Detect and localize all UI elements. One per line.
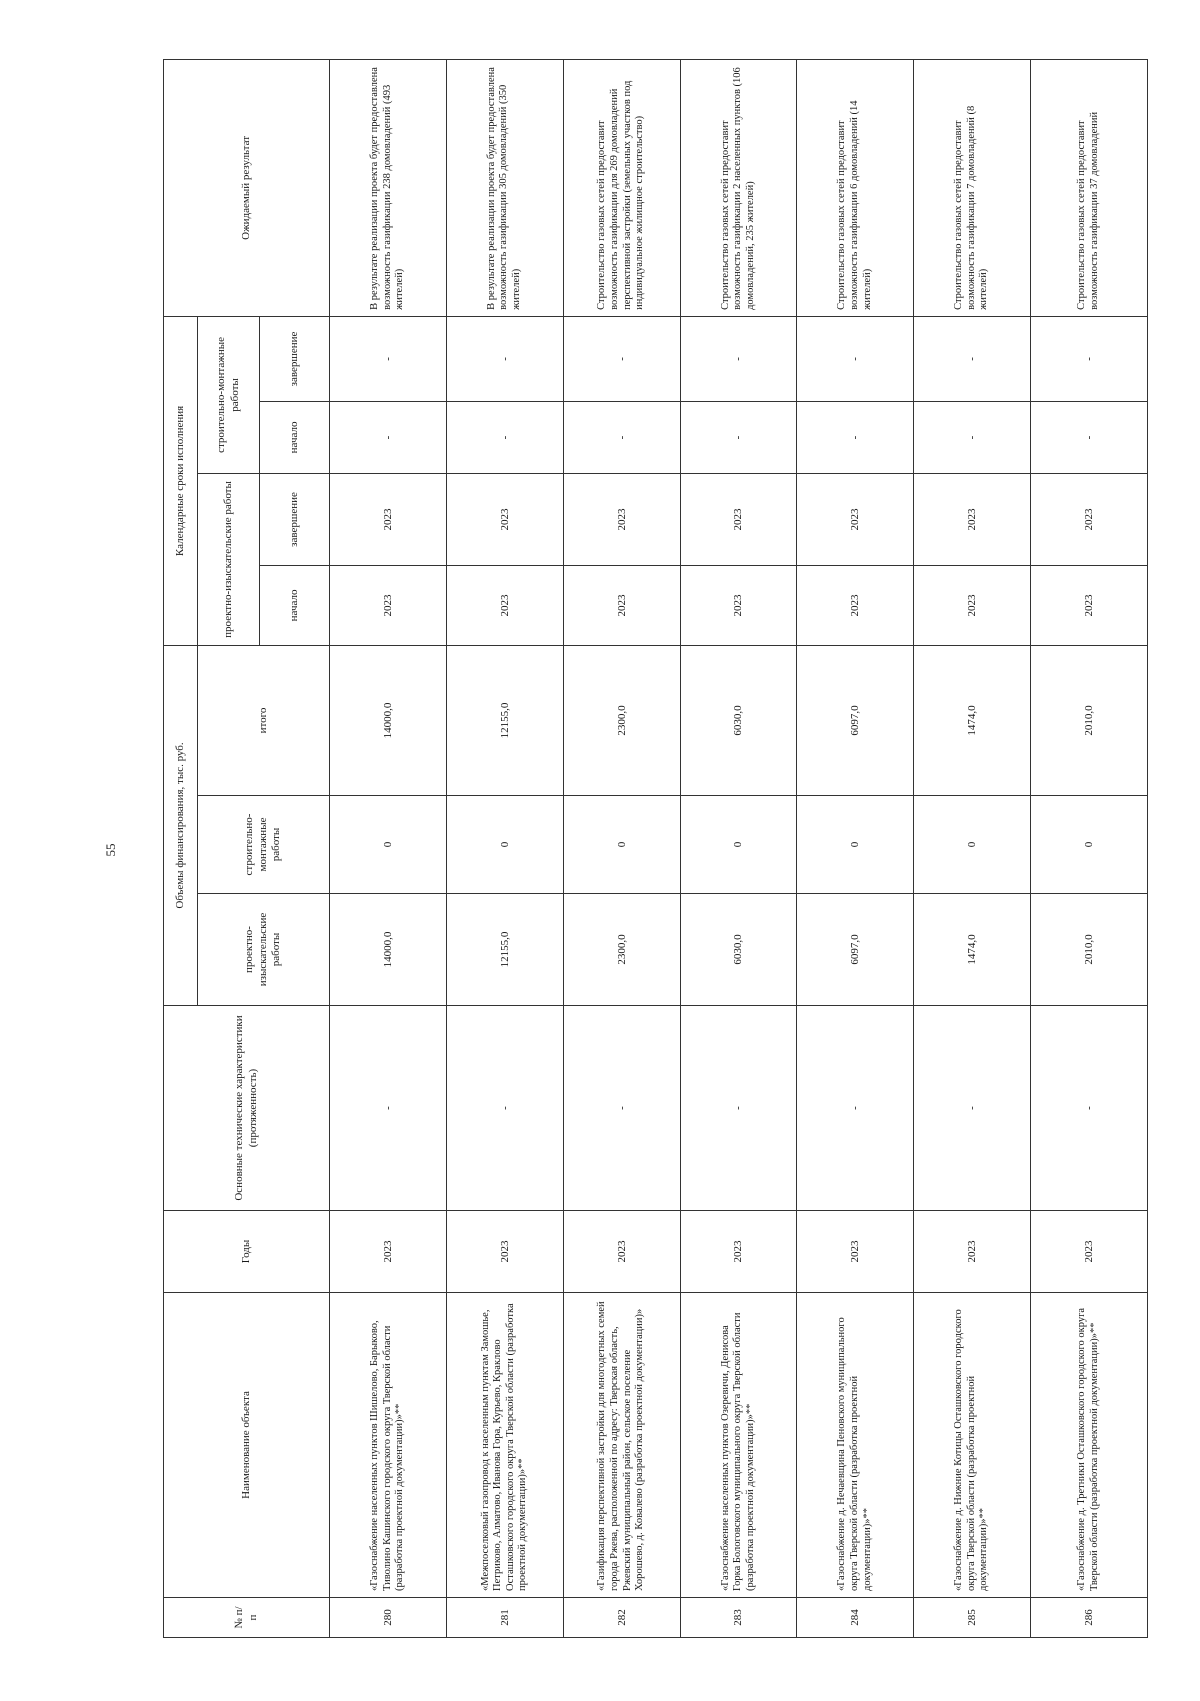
table-row	[330, 59, 447, 1637]
cell-constr-start: -	[330, 401, 447, 473]
cell-constr-start: -	[563, 401, 680, 473]
cell-design-start: 2023	[563, 565, 680, 645]
cell-fin-total: 6097,0	[797, 645, 914, 795]
cell-num: 283	[680, 1598, 797, 1638]
cell-constr-start: -	[1031, 401, 1148, 473]
rotated-table-container	[163, 60, 1148, 1638]
table-row	[563, 59, 680, 1637]
cell-name: «Газоснабжение населенных пунктов Шишелово, Барыково, Тиволино Кашинского городского округа Тверской области (разработка проектной документации)»**	[330, 1293, 447, 1598]
cell-design-start: 2023	[680, 565, 797, 645]
header-num: № п/п	[164, 1598, 330, 1638]
cell-fin-construction: 0	[680, 796, 797, 894]
cell-constr-end: -	[446, 316, 563, 401]
cell-design-end: 2023	[330, 473, 447, 565]
cell-fin-construction: 0	[1031, 796, 1148, 894]
cell-fin-construction: 0	[563, 796, 680, 894]
cell-constr-end: -	[680, 316, 797, 401]
cell-result: В результате реализации проекта будет предоставлена возможность газификации 305 домовладений (350 жителей)	[446, 59, 563, 316]
cell-constr-end: -	[914, 316, 1031, 401]
header-tech: Основные технические характеристики (протяженность)	[164, 1006, 330, 1211]
cell-tech: -	[563, 1006, 680, 1211]
cell-fin-design: 14000,0	[330, 894, 447, 1006]
cell-fin-total: 2010,0	[1031, 645, 1148, 795]
cell-result: Строительство газовых сетей предоставит возможность газификации 6 домовладений (14 жителей)	[797, 59, 914, 316]
cell-design-end: 2023	[446, 473, 563, 565]
cell-fin-total: 14000,0	[330, 645, 447, 795]
cell-constr-end: -	[1031, 316, 1148, 401]
header-financing: Объемы финансирования, тыс. руб.	[164, 645, 198, 1005]
header-fin-design: проектно-изыскательские работы	[198, 894, 330, 1006]
cell-design-start: 2023	[446, 565, 563, 645]
cell-num: 286	[1031, 1598, 1148, 1638]
cell-fin-total: 12155,0	[446, 645, 563, 795]
cell-fin-design: 12155,0	[446, 894, 563, 1006]
cell-fin-design: 2010,0	[1031, 894, 1148, 1006]
cell-constr-end: -	[563, 316, 680, 401]
header-design-end: завершение	[260, 473, 330, 565]
cell-design-end: 2023	[797, 473, 914, 565]
table-row	[680, 59, 797, 1637]
cell-num: 284	[797, 1598, 914, 1638]
cell-tech: -	[797, 1006, 914, 1211]
header-name: Наименование объекта	[164, 1293, 330, 1598]
table-row	[914, 59, 1031, 1637]
header-constr-end: завершение	[260, 316, 330, 401]
cell-num: 281	[446, 1598, 563, 1638]
cell-fin-design: 1474,0	[914, 894, 1031, 1006]
cell-design-end: 2023	[680, 473, 797, 565]
cell-fin-total: 6030,0	[680, 645, 797, 795]
cell-fin-construction: 0	[446, 796, 563, 894]
cell-years: 2023	[446, 1211, 563, 1293]
cell-fin-construction: 0	[797, 796, 914, 894]
cell-years: 2023	[680, 1211, 797, 1293]
cell-fin-design: 2300,0	[563, 894, 680, 1006]
cell-design-start: 2023	[1031, 565, 1148, 645]
cell-fin-construction: 0	[330, 796, 447, 894]
gasification-objects-table	[163, 59, 1148, 1638]
cell-design-end: 2023	[914, 473, 1031, 565]
cell-constr-start: -	[446, 401, 563, 473]
cell-fin-total: 1474,0	[914, 645, 1031, 795]
cell-result: Строительство газовых сетей предоставит возможность газификации 2 населенных пунктов (106 домовладений, 235 жителей)	[680, 59, 797, 316]
cell-tech: -	[914, 1006, 1031, 1211]
table-header	[164, 59, 330, 1637]
header-fin-construction: строительно-монтажные работы	[198, 796, 330, 894]
table-row	[446, 59, 563, 1637]
cell-tech: -	[330, 1006, 447, 1211]
cell-name: «Газоснабжение д. Нижние Котицы Осташковского городского округа Тверской области (разработка проектной документации)»**	[914, 1293, 1031, 1598]
cell-fin-total: 2300,0	[563, 645, 680, 795]
cell-design-end: 2023	[1031, 473, 1148, 565]
cell-fin-design: 6097,0	[797, 894, 914, 1006]
cell-design-start: 2023	[914, 565, 1031, 645]
cell-years: 2023	[797, 1211, 914, 1293]
cell-num: 280	[330, 1598, 447, 1638]
cell-num: 282	[563, 1598, 680, 1638]
table-row	[1031, 59, 1148, 1637]
cell-name: «Газификация перспективной застройки для многодетных семей города Ржева, расположенной по адресу: Тверская область, Ржевский муниципальный район, сельское поселение Хорошево, д. Ковалево (разработка проектной документации)»	[563, 1293, 680, 1598]
cell-constr-end: -	[330, 316, 447, 401]
table-body	[330, 59, 1148, 1637]
cell-constr-start: -	[914, 401, 1031, 473]
page-number: 55	[103, 843, 118, 857]
cell-years: 2023	[914, 1211, 1031, 1293]
cell-name: «Газоснабжение населенных пунктов Озеревичи, Денисова Горка Бологовского муниципального округа Тверской области (разработка проектной документации)»**	[680, 1293, 797, 1598]
cell-name: «Газоснабжение д. Нечаевщина Пеновского муниципального округа Тверской области (разработка проектной документации)»**	[797, 1293, 914, 1598]
cell-design-start: 2023	[797, 565, 914, 645]
cell-fin-construction: 0	[914, 796, 1031, 894]
cell-fin-design: 6030,0	[680, 894, 797, 1006]
cell-result: Строительство газовых сетей предоставит возможность газификации 37 домовладений	[1031, 59, 1148, 316]
header-constr-start: начало	[260, 401, 330, 473]
header-cal-construction: строительно-монтажные работы	[198, 316, 260, 473]
cell-tech: -	[1031, 1006, 1148, 1211]
table-row	[797, 59, 914, 1637]
header-years: Годы	[164, 1211, 330, 1293]
cell-constr-end: -	[797, 316, 914, 401]
cell-tech: -	[446, 1006, 563, 1211]
cell-years: 2023	[330, 1211, 447, 1293]
cell-num: 285	[914, 1598, 1031, 1638]
header-design-start: начало	[260, 565, 330, 645]
cell-result: Строительство газовых сетей предоставит возможность газификации 7 домовладений (8 жителей)	[914, 59, 1031, 316]
cell-constr-start: -	[680, 401, 797, 473]
cell-name: «Газоснабжение д. Третники Осташковского городского округа Тверской области (разработка проектной документации)»**	[1031, 1293, 1148, 1598]
header-calendar: Календарные сроки исполнения	[164, 316, 198, 645]
cell-years: 2023	[563, 1211, 680, 1293]
cell-result: Строительство газовых сетей предоставит возможность газификации для 269 домовладений перспективной застройки (земельных участков под индивидуальное жилищное строительство)	[563, 59, 680, 316]
header-cal-design: проектно-изыскательские работы	[198, 473, 260, 645]
cell-result: В результате реализации проекта будет предоставлена возможность газификации 238 домовладений (493 жителей)	[330, 59, 447, 316]
cell-tech: -	[680, 1006, 797, 1211]
cell-constr-start: -	[797, 401, 914, 473]
cell-years: 2023	[1031, 1211, 1148, 1293]
header-fin-total: итого	[198, 645, 330, 795]
cell-design-start: 2023	[330, 565, 447, 645]
cell-name: «Межпоселковый газопровод к населенным пунктам Замошье, Петриково, Алматово, Иванова Гора, Курьево, Краклово Осташковского городского округа Тверской области (разработка проектной документации)»**	[446, 1293, 563, 1598]
cell-design-end: 2023	[563, 473, 680, 565]
header-result: Ожидаемый результат	[164, 59, 330, 316]
